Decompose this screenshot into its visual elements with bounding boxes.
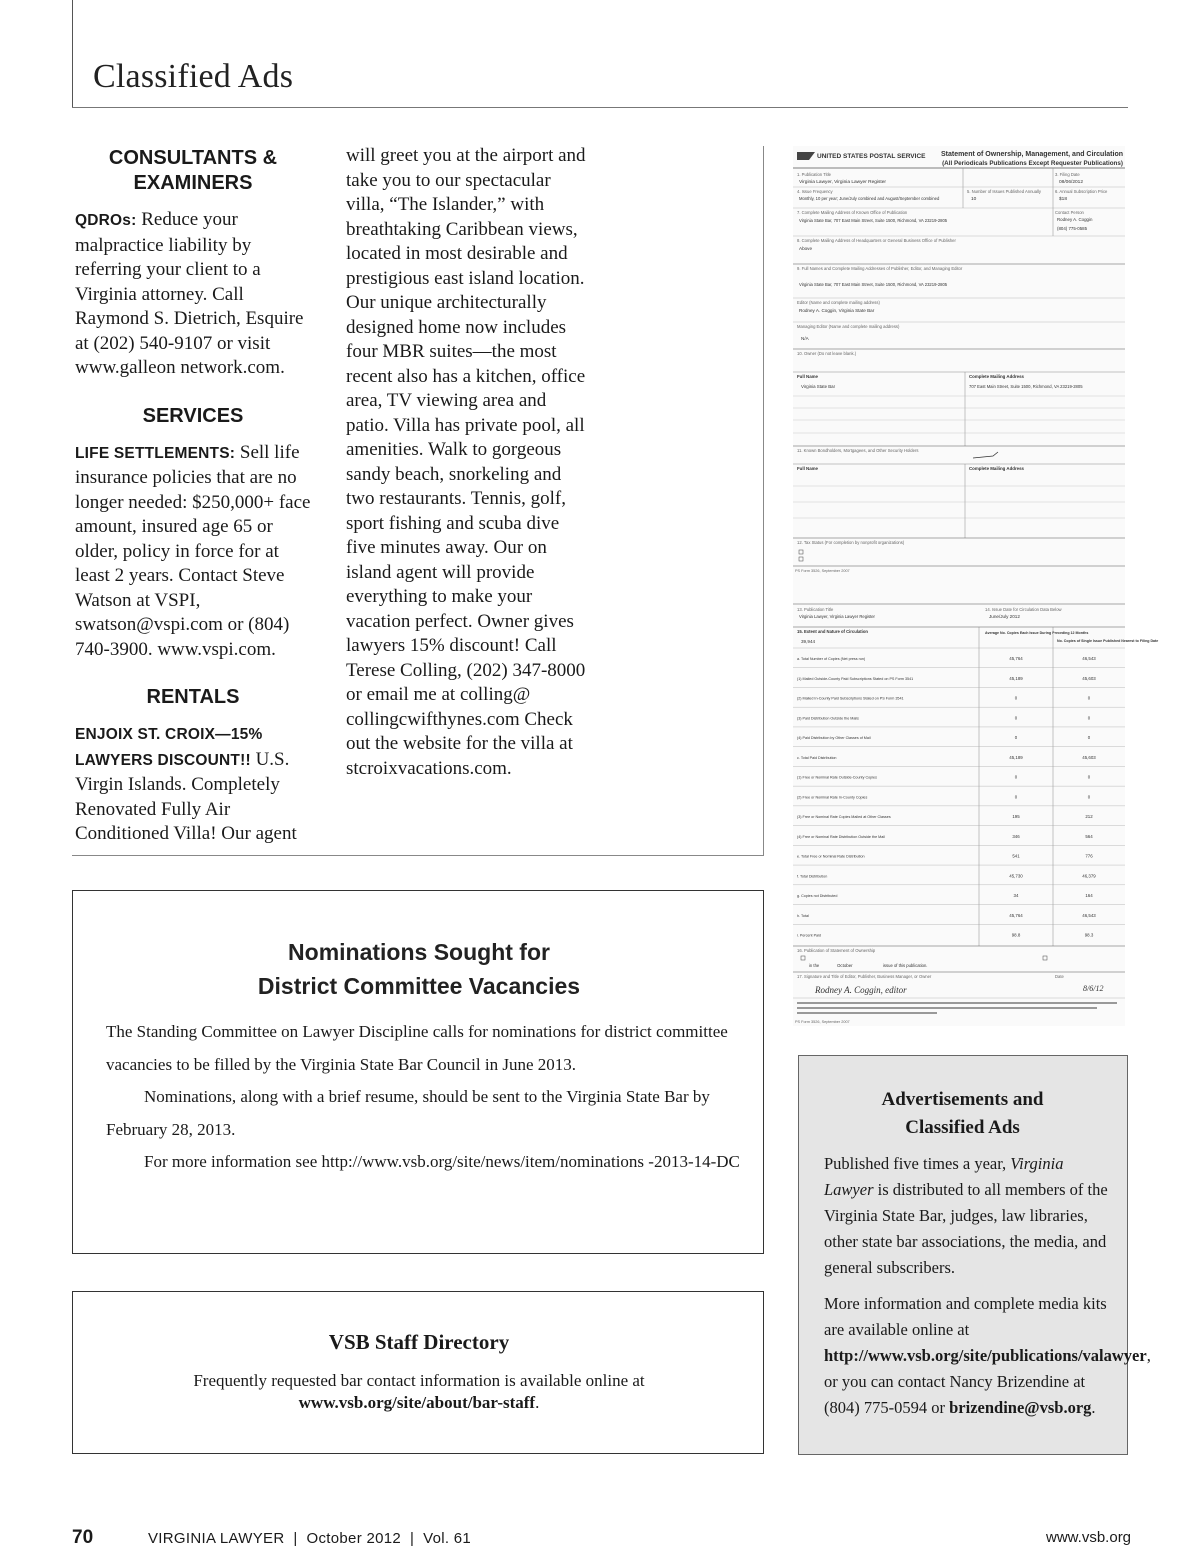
- listing-lead: LIFE SETTLEMENTS:: [75, 444, 236, 462]
- circulation-row-label: (3) Free or Nominal Rate Copies Mailed at Other Classes: [797, 815, 891, 820]
- circulation-row-label: a. Total Number of Copies (Net press run): [797, 657, 866, 662]
- circulation-row-label: (1) Free or Nominal Rate Outside-County Copies: [797, 775, 877, 780]
- svg-text:Complete Mailing Address: Complete Mailing Address: [969, 466, 1024, 471]
- header-rule: [72, 107, 1128, 108]
- advertising-title-line-1: Advertisements and: [881, 1089, 1044, 1110]
- form-publication-month: October: [837, 963, 853, 968]
- listing-st-croix: [75, 722, 311, 847]
- column-bottom-rule: [72, 855, 764, 856]
- advertising-info-title: [799, 1086, 1126, 1142]
- svg-text:11. Known Bondholders, Mortgag: 11. Known Bondholders, Mortgagees, and Other Security Holders: [797, 448, 919, 453]
- ads-text: Published five times a year,: [824, 1154, 1011, 1173]
- advertising-paragraph-2: [824, 1291, 1151, 1421]
- circulation-row-average: 346: [1012, 833, 1020, 839]
- form-number: PS Form 3526, September 2007: [795, 569, 850, 573]
- category-heading-rentals: RENTALS: [146, 686, 240, 708]
- form-issue-date: June/July 2012: [989, 614, 1020, 619]
- circulation-row-single-issue: 46,543: [1082, 912, 1096, 918]
- circulation-row-single-issue: 46,543: [1082, 656, 1096, 662]
- circulation-row-single-issue: 564: [1085, 833, 1093, 839]
- svg-text:15. Extent and Nature of Circu: 15. Extent and Nature of Circulation: [797, 629, 868, 634]
- circulation-row-label: g. Copies not Distributed: [797, 894, 838, 899]
- circulation-row-label: (2) Free or Nominal Rate In-County Copies: [797, 795, 868, 800]
- listing-text: Reduce your malpractice liability by referring your client to a Virginia attorney. Call Raymond S. Dietrich, Esquire at (202) 540-9107 or visit www.galleon network.com.: [75, 209, 304, 378]
- contact-email-link[interactable]: brizendine@vsb.org: [949, 1398, 1092, 1417]
- advertising-info-box: [798, 1055, 1151, 1455]
- nominations-title: [73, 935, 765, 1003]
- form-contact-person: Rodney A. Coggin: [1057, 217, 1093, 222]
- circulation-row-single-issue: 0: [1087, 794, 1091, 800]
- listing-lead: ENJOIX ST. CROIX—15% LAWYERS DISCOUNT!!: [75, 726, 263, 769]
- svg-text:14. Issue Date for Circulation: 14. Issue Date for Circulation Data Below: [985, 607, 1062, 612]
- page-number: 70: [72, 1527, 94, 1548]
- staff-directory-text: [73, 1370, 765, 1414]
- circulation-row-single-issue: 0: [1087, 735, 1091, 741]
- nominations-paragraph-2: Nominations, along with a brief resume, should be sent to the Virginia State Bar by February 28, 2013.: [106, 1087, 710, 1139]
- circulation-row-single-issue: 0: [1087, 715, 1091, 721]
- circulation-row-single-issue: 164: [1085, 893, 1093, 899]
- staff-directory-trail: .: [535, 1393, 540, 1412]
- footer-url[interactable]: www.vsb.org: [1046, 1529, 1132, 1546]
- publication-name: Virginia Lawyer: [824, 1154, 1064, 1199]
- circulation-row-label: (2) Mailed In-County Paid Subscriptions Stated on PS Form 3541: [797, 696, 904, 701]
- form-publisher: Virginia State Bar, 707 East Main Street, Suite 1500, Richmond, VA 23219-2805: [799, 282, 948, 287]
- svg-text:Date: Date: [1055, 974, 1064, 979]
- listing-life-settlements: [75, 441, 311, 663]
- form-title: Statement of Ownership, Management, and Circulation: [940, 151, 1123, 158]
- listing-st-croix-continued: will greet you at the airport and take you to our spectacular villa, “The Islander,” with breathtaking Caribbean views, located in most desirable and prestigious east island location. Our unique architecturally designed home now includes four MBR suites—the most recent also has a kitchen, office area, TV viewing area and patio. Villa has private pool, all amenities. Walk to gorgeous sandy beach, snorkeling and two restaurants. Tennis, golf, sport fishing and scuba dive five minutes away. Our on island agent will provide everything to make your vacation perfect. Owner gives lawyers 15% discount! Call Terese Colling, (202) 347-8000 or email me at colling@ collingcwifthynes.com Check out the website for the villa at stcroixvacations.com.: [346, 145, 586, 779]
- circulation-row-average: 34: [1013, 893, 1019, 899]
- listing-lead: QDROs:: [75, 212, 137, 229]
- form-subtitle: (All Periodicals Publications Except Requester Publications): [942, 160, 1123, 167]
- form-filing-date: 08/06/2012: [1059, 180, 1084, 185]
- listing-text: U.S. Virgin Islands. Completely Renovated Fully Air Conditioned Villa! Our agent: [75, 748, 297, 844]
- svg-text:issue of this publication.: issue of this publication.: [883, 963, 928, 968]
- publication-info: VIRGINIA LAWYER | October 2012 | Vol. 61: [148, 1530, 472, 1547]
- circulation-row-average: 45,730: [1009, 873, 1023, 879]
- circulation-row-single-issue: 98.3: [1084, 932, 1094, 938]
- usps-logo: [797, 152, 926, 160]
- circulation-row-average: 0: [1014, 794, 1018, 800]
- form-number-2: PS Form 3526, September 2007: [795, 1020, 850, 1024]
- svg-text:16. Publication of Statement o: 16. Publication of Statement of Ownership: [797, 948, 876, 953]
- svg-text:7. Complete Mailing Address of: 7. Complete Mailing Address of Known Office of Publication: [797, 210, 908, 215]
- svg-text:Contact Person: Contact Person: [1055, 210, 1084, 215]
- classifieds-column-1: [75, 146, 311, 870]
- form-signature-date: 8/6/12: [1083, 984, 1104, 993]
- svg-text:Full Name: Full Name: [797, 466, 818, 471]
- form-signature: Rodney A. Coggin, editor: [815, 985, 907, 995]
- media-kit-link[interactable]: http://www.vsb.org/site/publications/valawyer: [824, 1346, 1147, 1365]
- svg-text:Managing Editor (Name and comp: Managing Editor (Name and complete mailing address): [797, 324, 900, 329]
- circulation-row-average: 195: [1012, 814, 1020, 820]
- svg-text:9. Full Names and Complete Mai: 9. Full Names and Complete Mailing Addresses of Publisher, Editor, and Managing Editor: [797, 266, 963, 271]
- circulation-row-label: (3) Paid Distribution Outside the Mails: [797, 716, 859, 721]
- circulation-row-average: 0: [1014, 774, 1018, 780]
- svg-text:6. Annual Subscription Price: 6. Annual Subscription Price: [1055, 189, 1108, 194]
- svg-text:1. Publication Title: 1. Publication Title: [797, 172, 831, 177]
- circulation-row-average: 45,189: [1009, 754, 1023, 760]
- form-mailing-address: Virginia State Bar, 707 East Main Street, Suite 1500, Richmond, VA 23219-2805: [799, 218, 948, 223]
- circulation-row-average: 0: [1014, 715, 1018, 721]
- category-heading-consultants: CONSULTANTS & EXAMINERS: [108, 147, 278, 194]
- svg-text:8. Complete Mailing Address of: 8. Complete Mailing Address of Headquarters or General Business Office of Publisher: [797, 238, 956, 243]
- circulation-row-single-issue: 45,603: [1082, 754, 1096, 760]
- form-issues-per-year: 10: [971, 197, 977, 202]
- circulation-row-single-issue: 45,603: [1082, 675, 1096, 681]
- staff-directory-box: [72, 1291, 764, 1454]
- circulation-row-label: f. Total Distribution: [797, 874, 828, 879]
- form-frequency: Monthly, 10 per year; June/July combined and August/September combined: [799, 196, 940, 201]
- circulation-row-single-issue: 776: [1085, 853, 1093, 859]
- ads-text: , or you can contact Nancy Brizendine at (804) 775-0594 or: [824, 1346, 1151, 1417]
- form-col-avg: Average No. Copies Each Issue During Preceding 12 Months: [985, 631, 1089, 635]
- form-subscription-price: $18: [1059, 197, 1068, 202]
- nominations-title-line-1: Nominations Sought for: [288, 939, 550, 965]
- column-right-rule: [763, 146, 764, 856]
- circulation-row-label: (1) Mailed Outside-County Paid Subscriptions Stated on PS Form 3541: [797, 676, 914, 681]
- ads-text: More information and complete media kits are available online at: [824, 1294, 1107, 1339]
- form-hq-address: Above: [799, 246, 813, 251]
- advertising-info-body: [824, 1151, 1151, 1431]
- circulation-row-label: (4) Free or Nominal Rate Distribution Outside the Mail: [797, 834, 885, 839]
- svg-text:12. Tax Status (For completion: 12. Tax Status (For completion by nonprofit organizations): [797, 540, 905, 545]
- category-heading-services: SERVICES: [142, 404, 244, 427]
- circulation-row-average: 45,764: [1009, 912, 1023, 918]
- form-col-single: No. Copies of Single Issue Published Nearest to Filing Date: [1057, 639, 1159, 643]
- circulation-row-average: 45,189: [1009, 675, 1023, 681]
- circulation-row-label: c. Total Paid Distribution: [797, 755, 837, 760]
- listing-qdros: [75, 208, 311, 381]
- svg-text:17. Signature and Title of Edi: 17. Signature and Title of Editor, Publisher, Business Manager, or Owner: [797, 974, 932, 979]
- ownership-statement-form: [793, 146, 1159, 1026]
- svg-text:Complete Mailing Address: Complete Mailing Address: [969, 374, 1024, 379]
- nominations-title-line-2: District Committee Vacancies: [257, 973, 581, 999]
- form-owner-name: Virginia State Bar: [801, 384, 836, 389]
- svg-text:3. Filing Date: 3. Filing Date: [1055, 172, 1080, 177]
- form-managing-editor: N/A: [801, 336, 809, 341]
- staff-directory-title: VSB Staff Directory: [328, 1330, 510, 1354]
- circulation-row-label: h. Total: [797, 913, 809, 918]
- section-title: Classified Ads: [93, 58, 294, 95]
- svg-text:Full Name: Full Name: [797, 374, 818, 379]
- circulation-row-average: 45,764: [1009, 656, 1023, 662]
- form-agency: UNITED STATES POSTAL SERVICE: [817, 153, 926, 160]
- header-vertical-rule: [72, 0, 73, 108]
- ads-text: is distributed to all members of the Virginia State Bar, judges, law libraries, other state bar associations, the media, and general subscribers.: [824, 1180, 1108, 1277]
- nominations-paragraph-1: The Standing Committee on Lawyer Discipline calls for nominations for district committee vacancies to be filled by the Virginia State Bar Council in June 2013.: [106, 1022, 728, 1074]
- circulation-row-label: (4) Paid Distribution by Other Classes of Mail: [797, 736, 871, 741]
- circulation-row-single-issue: 212: [1085, 814, 1093, 820]
- form-editor: Rodney A. Coggin, Virginia State Bar: [799, 308, 875, 313]
- form-circulation-label: 39,944: [801, 639, 816, 644]
- svg-text:5. Number of Issues Published: 5. Number of Issues Published Annually: [967, 189, 1042, 194]
- circulation-row-average: 0: [1014, 695, 1018, 701]
- staff-directory-link[interactable]: www.vsb.org/site/about/bar-staff: [298, 1393, 536, 1412]
- circulation-row-average: 98.8: [1011, 932, 1021, 938]
- form-publication-title-2: Virginia Lawyer, Virginia Lawyer Register: [799, 614, 875, 619]
- form-publication-title: Virginia Lawyer, Virginia Lawyer Register: [799, 180, 887, 185]
- nominations-body: [106, 1016, 746, 1179]
- circulation-row-single-issue: 0: [1087, 695, 1091, 701]
- nominations-paragraph-3: For more information see http://www.vsb.org/site/news/item/nominations -2013-14-DC: [144, 1152, 740, 1171]
- advertising-paragraph-1: [824, 1151, 1109, 1281]
- advertising-title-line-2: Classified Ads: [905, 1117, 1020, 1138]
- ads-text: .: [1091, 1398, 1096, 1417]
- circulation-row-label: i. Percent Paid: [797, 933, 821, 938]
- form-background: [793, 146, 1125, 1026]
- classifieds-column-2: [346, 144, 586, 781]
- svg-text:10. Owner (Do not leave blank.: 10. Owner (Do not leave blank.): [797, 351, 857, 356]
- listing-text: Sell life insurance policies that are no longer needed: $250,000+ face amount, insured age 65 or older, policy in force for at least 2 years. Contact Steve Watson at VSPI, swatson@vspi.com or (804) 740-3900. www.vspi.com.: [75, 441, 311, 660]
- form-owner-address: 707 East Main Street, Suite 1500, Richmond, VA 23219-2805: [969, 384, 1083, 389]
- form-telephone: (804) 775-0585: [1057, 226, 1088, 231]
- nominations-box: [72, 890, 764, 1254]
- svg-text:in the: in the: [809, 963, 820, 968]
- staff-directory-description: Frequently requested bar contact information is available online at: [193, 1371, 645, 1390]
- circulation-row-average: 0: [1014, 735, 1018, 741]
- svg-text:13. Publication Title: 13. Publication Title: [797, 607, 834, 612]
- circulation-row-single-issue: 46,379: [1082, 873, 1096, 879]
- svg-text:4. Issue Frequency: 4. Issue Frequency: [797, 189, 833, 194]
- circulation-row-average: 541: [1012, 853, 1020, 859]
- circulation-row-label: e. Total Free or Nominal Rate Distribution: [797, 854, 865, 859]
- circulation-row-single-issue: 0: [1087, 774, 1091, 780]
- svg-text:Editor (Name and complete mail: Editor (Name and complete mailing address): [797, 300, 880, 305]
